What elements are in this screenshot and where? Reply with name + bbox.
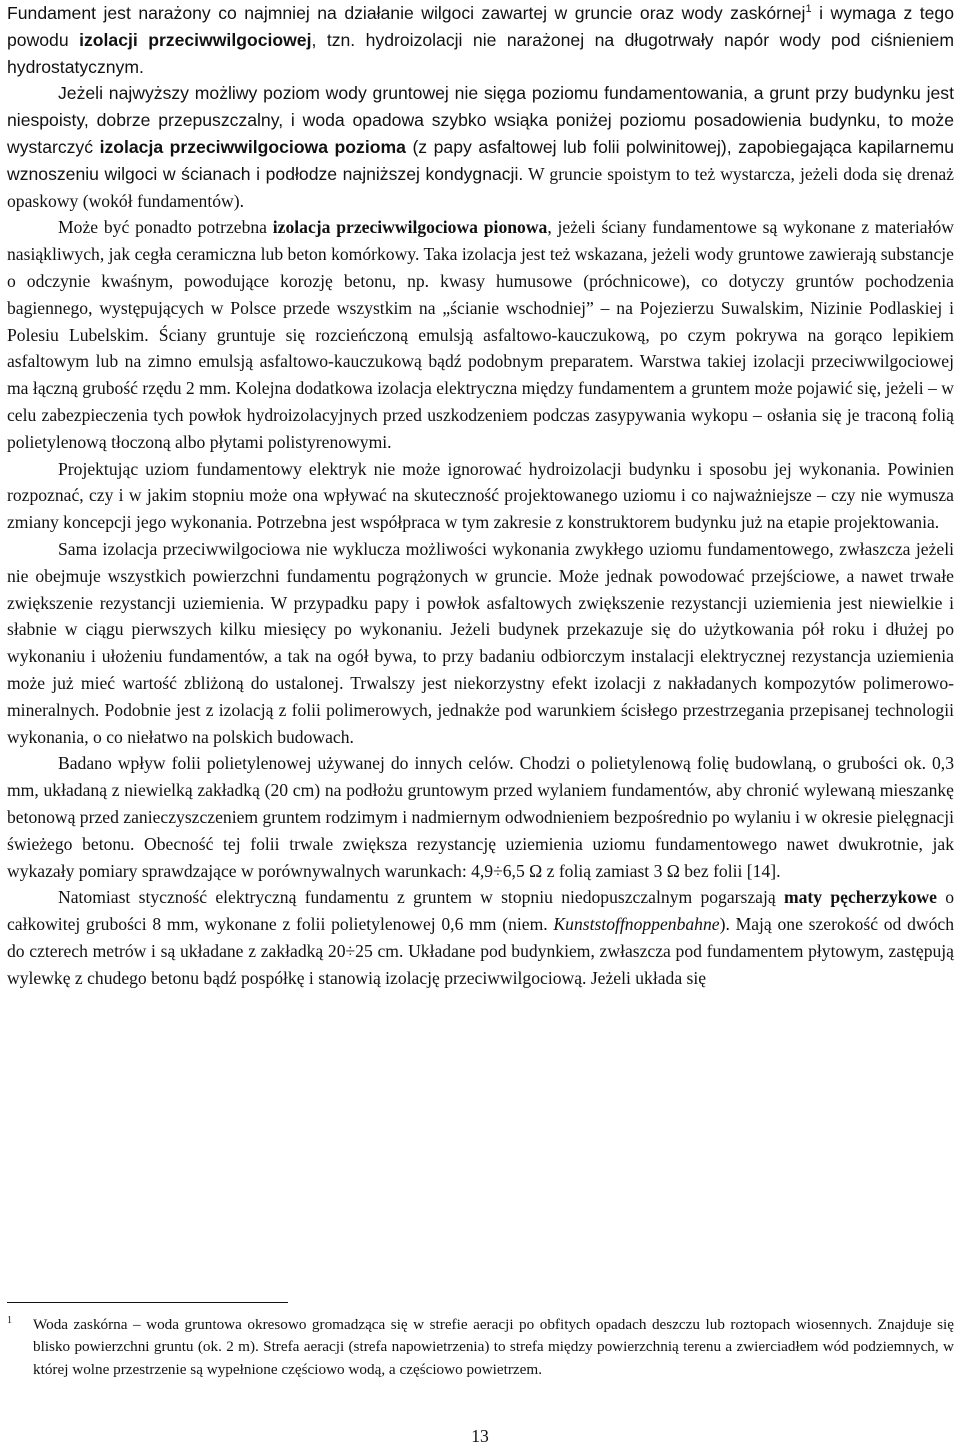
p2-bold-term: izolacja przeciwwilgociowa pozioma: [99, 136, 406, 157]
p7-bold-term: maty pęcherzykowe: [783, 887, 937, 908]
footnote: 1 Woda zaskórna – woda gruntowa okresowo gromadząca się w strefie aeracji po obfitych opadach deszczu lub roztopach wiosennych. Znajduje się blisko powierzchni gruntu (ok. 2 m). Strefa aeracji (strefa napowietrzenia) to strefa między powierzchnią terenu a zwierciadłem wód podziemnych, w której wolne przestrzenie są wypełnione częściowo wodą, a częściowo powietrzem.: [7, 1315, 954, 1378]
p7-text-c: o całkowitej grubości 8 mm, wykonane z folii polietylenowej 0,6 mm (niem.: [7, 887, 954, 935]
p2-text-a: Jeżeli najwyższy możliwy poziom wody gruntowej nie sięga poziomu fundamentowania, a grunt przy budynku jest niespoisty, dobrze przepuszczalny, i woda opadowa szybko wsiąka poniżej poziomu posadowienia budynku, to może wystarczyć: [7, 83, 954, 157]
footnote-separator: [7, 1302, 288, 1303]
p3-bold-term: izolacja przeciwwilgociowa pionowa: [272, 217, 548, 238]
footnote-text: Woda zaskórna – woda gruntowa okresowo gromadząca się w strefie aeracji po obfitych opadach deszczu lub roztopach wiosennych. Znajduje się blisko powierzchni gruntu (ok. 2 m). Strefa aeracji (strefa napowietrzenia) to strefa między powierzchnią terenu a zwierciadłem wód podziemnych, w której wolne przestrzenie są wypełnione częściowo wodą, a częściowo powietrzem.: [33, 1316, 954, 1378]
paragraph-5: Sama izolacja przeciwwilgociowa nie wyklucza możliwości wykonania zwykłego uziomu fundamentowego, zwłaszcza jeżeli nie obejmuje wszystkich powierzchni fundamentu pogrążonych w gruncie. Może jednak powodować przejściowe, a nawet trwałe zwiększenie rezystancji uziemienia. W przypadku papy i powłok asfaltowych zwiększenie rezystancji uziemienia jest niewielkie i słabnie w ciągu pierwszych kilku miesięcy po wykonaniu. Jeżeli budynek przekazuje się do użytkowania pół roku i dłużej po wykonaniu i ułożeniu fundamentów, a tak na ogół bywa, to przy badaniu odbiorczym instalacji elektrycznej rezystancja uziemienia może już mieć wartość zbliżoną do ustalonej. Trwalszy jest niekorzystny efekt izolacji z nakładanych kompozytów polimerowo-mineralnych. Podobnie jest z izolacją z folii polimerowych, jednakże pod warunkiem ścisłego przestrzegania przepisanej technologii wykonania, o co niełatwo na polskich budowach.: [7, 538, 954, 747]
p1-bold-term: izolacji przeciwwilgociowej: [79, 29, 312, 50]
p1-text-d: , tzn. hydroizolacji nie narażonej na długotrwały napór wody pod ciśnieniem hydrostatycznym.: [7, 29, 954, 77]
footnote-reference[interactable]: 1: [805, 3, 812, 15]
p1-text-b: i wymaga z tego powodu: [7, 3, 954, 50]
p2-text-d: W gruncie spoistym to też wystarcza, jeżeli doda się drenaż opaskowy (wokół fundamentów).: [7, 163, 954, 211]
p7-text-e: ). Mają one szerokość od dwóch do czterech metrów i są układane z zakładką 20÷25 cm. Układane pod budynkiem, zwłaszcza pod fundamentem płytowym, zastępują wylewkę z chudego betonu bądź pospółkę i stanowią izolację przeciwwilgociową. Jeżeli układa się: [7, 914, 954, 988]
paragraph-3: [7, 214, 954, 455]
page-number: 13: [471, 1426, 489, 1446]
p7-italic-term: Kunststoffnoppenbahne: [553, 914, 720, 935]
p2-text-c: (z papy asfaltowej lub folii polwinitowej), zapobiegająca kapilarnemu wznoszeniu wilgoci w ścianach i podłodze najniższej kondygnacji.: [7, 136, 954, 184]
paragraph-6: Badano wpływ folii polietylenowej używanej do innych celów. Chodzi o polietylenową folię budowlaną, o grubości ok. 0,3 mm, układaną z niewielką zakładką (20 cm) na podłożu gruntowym przed wylaniem fundamentów, aby chronić wylewaną mieszankę betonową przed zanieczyszczeniem gruntem rodzimym i nadmiernym odwodnieniem bezpośrednio po wylaniu i w okresie pielęgnacji świeżego betonu. Obecność tej folii trwale zwiększa rezystancję uziemienia uziomu fundamentowego nawet dwukrotnie, jak wykazały pomiary sprawdzające w porównywalnych warunkach: 4,9÷6,5 Ω z folią zamiast 3 Ω bez folii [14].: [7, 753, 954, 881]
paragraph-2: [7, 80, 954, 214]
p3-text-a: Może być ponadto potrzebna: [58, 217, 273, 238]
p1-text-a: Fundament jest narażony co najmniej na działanie wilgoci zawartej w gruncie oraz wody zaskórnej: [7, 3, 806, 23]
paragraph-7: [7, 884, 954, 991]
p7-text-a: Natomiast styczność elektryczną fundamentu z gruntem w stopniu niedopuszczalnym pogarszają: [58, 887, 784, 908]
document-page: [7, 0, 954, 991]
p3-text-c: , jeżeli ściany fundamentowe są wykonane z materiałów nasiąkliwych, jak cegła ceramiczna lub beton komórkowy. Taka izolacja jest też wskazana, jeżeli wody gruntowe zawierają substancje o odczynie kwaśnym, powodujące korozję betonu, np. kwasy humusowe (próchnicowe), co dotyczy gruntów pochodzenia bagiennego, występujących w Polsce przede wszystkim na „ścianie wschodniej” – na Pojezierzu Suwalskim, Nizinie Podlaskiej i Polesiu Lubelskim. Ściany gruntuje się rozcieńczoną emulsją asfaltowo-kauczukową, po czym pokrywa na gorąco lepikiem asfaltowym lub na zimno emulsją asfaltowo-kauczukową bądź podobnym preparatem. Warstwa takiej izolacji przeciwwilgociowej ma łączną grubość rzędu 2 mm. Kolejna dodatkowa izolacja elektryczna między fundamentem a gruntem może pojawić się, jeżeli – w celu zabezpieczenia tych powłok hydroizolacyjnych przed uszkodzeniem podczas zasypywania wykopu – osłania się je traconą folią polietylenową tłoczoną albo płytami polistyrenowymi.: [7, 217, 954, 452]
paragraph-1: [7, 0, 954, 80]
paragraph-4: Projektując uziom fundamentowy elektryk nie może ignorować hydroizolacji budynku i sposobu jej wykonania. Powinien rozpoznać, czy i w jakim stopniu może ona wpływać na skuteczność projektowanego uziomu i co najważniejsze – czy nie wymusza zmiany koncepcji jego wykonania. Potrzebna jest współpraca w tym zakresie z konstruktorem budynku już na etapie projektowania.: [7, 458, 954, 533]
